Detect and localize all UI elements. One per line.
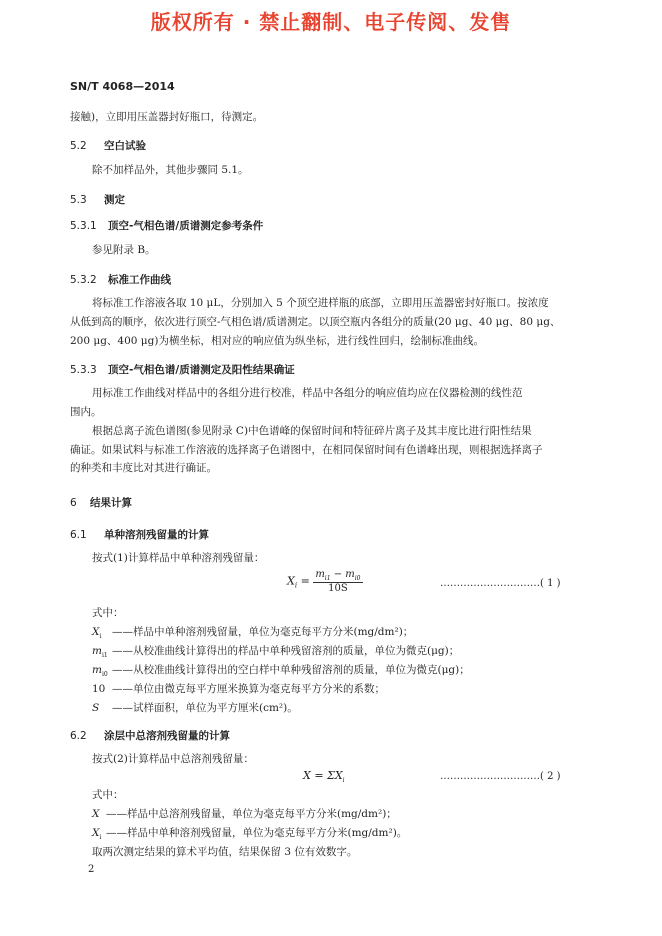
heading-5-3-3 [70,362,295,377]
heading-6 [70,495,132,510]
variable-row [92,663,470,682]
variable-row [92,701,298,715]
variable-row [92,807,397,821]
heading-5-3-1 [70,218,263,233]
where-label: 式中： [92,789,124,801]
variable-row [92,682,385,696]
formula-expression: X = ΣX [303,769,343,782]
heading-5-2 [70,138,146,153]
heading-number: 6 [70,497,77,509]
heading-title: 涂层中总溶剂残留量的计算 [104,730,230,742]
paragraph: 参见附录 B。 [92,244,156,256]
numerator-term: m [315,569,325,580]
formula-1-ref: …………………………( 1 ) [440,578,561,589]
heading-number: 6.2 [70,730,87,742]
variable-desc: ——试样面积，单位为平方厘米(cm²)。 [112,702,298,714]
paragraph-line: 确证。如果试料与标准工作溶液的选择离子色谱图中，在相同保留时间有色谱峰出现，则根据选择离子 [70,444,543,456]
heading-number: 5.3 [70,194,87,206]
variable-desc: ——从校准曲线计算得出的空白样中单种残留溶剂的质量，单位为微克(μg)； [112,664,470,676]
variable-row [92,625,414,644]
variable-symbol: m [92,645,102,657]
formula-lhs-sub: i [294,581,298,590]
formula-fraction [313,569,362,594]
heading-number: 6.1 [70,529,87,541]
page-number: 2 [88,864,95,875]
variable-symbol: X [92,808,100,820]
copyright-banner: 版权所有 · 禁止翻制、电子传阅、发售 [150,10,512,34]
paragraph-line: 用标准工作曲线对样品中的各组分进行校准，样品中各组分的响应值均应在仪器检测的线性范 [92,387,523,399]
variable-sub: i [99,633,102,641]
heading-5-3-2 [70,272,171,287]
formula-1 [287,569,363,594]
variable-symbol: X [92,626,100,638]
formula-2 [303,769,345,784]
paragraph-line: 将标准工作溶液各取 10 μL，分别加入 5 个顶空进样瓶的底部，立即用压盖器密封好瓶口。按浓度 [92,297,549,309]
heading-title: 结果计算 [90,497,132,509]
heading-6-2 [70,728,230,743]
heading-5-3 [70,192,125,207]
heading-number: 5.3.1 [70,220,97,232]
heading-title: 测定 [104,194,125,206]
fraction-denominator: 10S [328,583,348,594]
variable-symbol: S [92,702,100,714]
heading-number: 5.2 [70,140,87,152]
heading-title: 标准工作曲线 [108,274,171,286]
intro-line: 接触)，立即用压盖器封好瓶口，待测定。 [70,111,264,123]
formula-lhs: X [287,574,295,588]
paragraph-line: 围内。 [70,406,102,418]
variable-desc: ——样品中单种溶剂残留量，单位为毫克每平方分米(mg/dm²)； [112,626,414,638]
paragraph-line: 200 μg、400 μg)为横坐标，相对应的响应值为纵坐标，进行线性回归，绘制标准曲线。 [70,335,484,347]
heading-title: 空白试验 [104,140,146,152]
variable-sub: i1 [101,652,108,660]
variable-row [92,644,460,663]
heading-6-1 [70,527,209,542]
paragraph-line: 从低到高的顺序，依次进行顶空-气相色谱/质谱测定。以顶空瓶内各组分的质量(20 μg、40 μg、80 μg、 [70,316,561,328]
formula-equals: = [300,574,310,588]
numerator-minus: − m [330,569,355,580]
variable-desc: ——从校准曲线计算得出的样品中单种残留溶剂的质量，单位为微克(μg)； [112,645,460,657]
variable-desc: ——样品中总溶剂残留量，单位为毫克每平方分米(mg/dm²)； [106,808,397,820]
paragraph: 按式(2)计算样品中总溶剂残留量： [92,753,254,765]
heading-number: 5.3.2 [70,274,97,286]
heading-number: 5.3.3 [70,364,97,376]
where-label: 式中： [92,607,124,619]
variable-desc: ——样品中单种溶剂残留量，单位为毫克每平方分米(mg/dm²)。 [106,827,408,839]
paragraph: 除不加样品外，其他步骤同 5.1。 [92,164,249,176]
variable-row [92,826,408,845]
variable-symbol: 10 [92,683,106,695]
heading-title: 单种溶剂残留量的计算 [104,529,209,541]
numerator-sub: i1 [324,575,331,582]
paragraph: 取两次测定结果的算术平均值，结果保留 3 位有效数字。 [92,846,358,858]
numerator-sub: i0 [354,575,361,582]
heading-title: 顶空-气相色谱/质谱测定及阳性结果确证 [108,364,295,376]
standard-number: SN/T 4068—2014 [70,80,175,93]
formula-2-ref: …………………………( 2 ) [440,771,561,782]
variable-symbol: m [92,664,102,676]
variable-sub: i0 [101,671,108,679]
heading-title: 顶空-气相色谱/质谱测定参考条件 [108,220,264,232]
variable-sub: i [99,834,102,842]
formula-sub: i [342,777,345,785]
variable-symbol: X [92,827,100,839]
paragraph: 按式(1)计算样品中单种溶剂残留量： [92,552,265,564]
variable-desc: ——单位由微克每平方厘米换算为毫克每平方分米的系数； [112,683,385,695]
paragraph-line: 根据总离子流色谱图(参见附录 C)中色谱峰的保留时间和特征碎片离子及其丰度比进行阳性结果 [92,425,532,437]
fraction-numerator [313,569,362,583]
paragraph-line: 的种类和丰度比对其进行确证。 [70,462,217,474]
